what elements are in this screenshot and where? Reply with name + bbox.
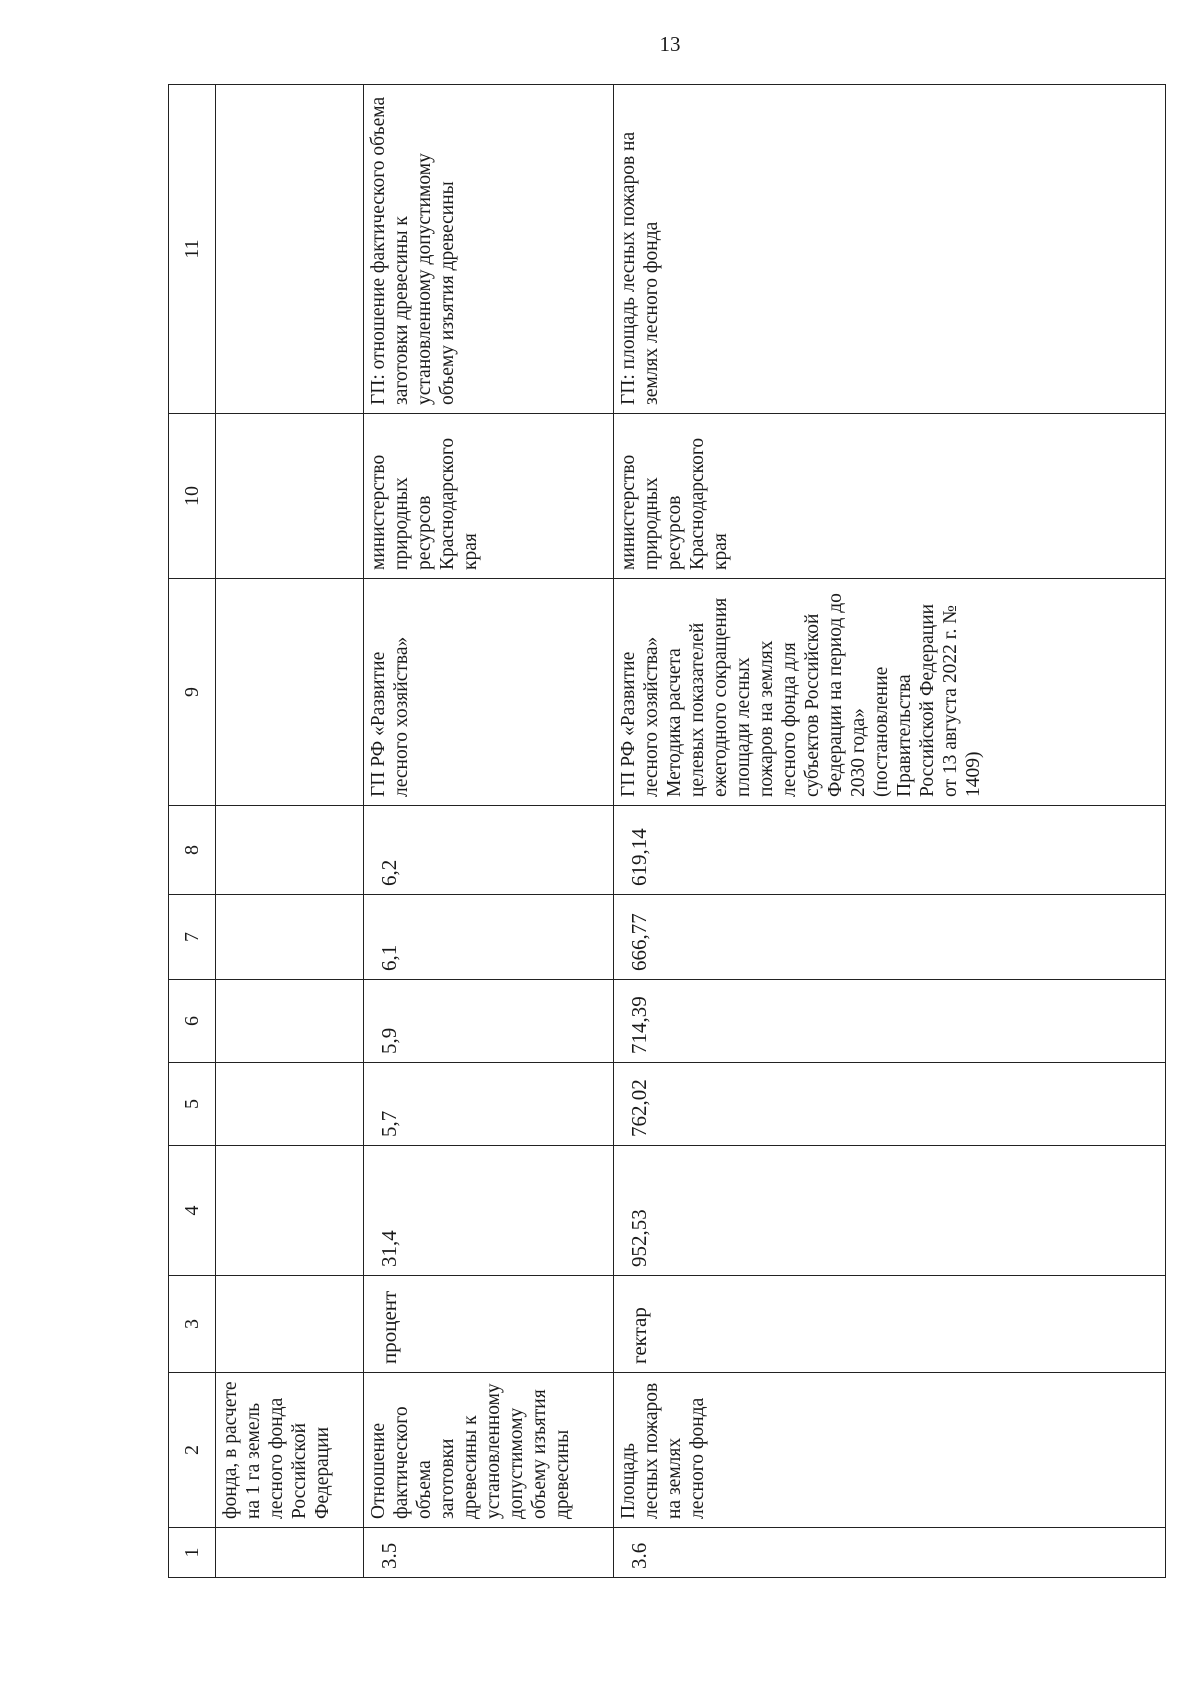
- header-cell: 5: [169, 1063, 216, 1146]
- indicator-name-cell: фонда, в расчете на 1 га земель лесного фонда Российской Федерации: [216, 1373, 364, 1528]
- responsible-cell: [216, 414, 364, 579]
- unit-cell: гектар: [614, 1276, 1166, 1373]
- source-cell: [216, 579, 364, 806]
- indicators-table: [168, 84, 1166, 1578]
- header-cell: 1: [169, 1528, 216, 1578]
- value-cell: 5,9: [364, 980, 614, 1063]
- unit-cell: [216, 1276, 364, 1373]
- unit-cell: процент: [364, 1276, 614, 1373]
- responsible-cell: министерство природных ресурсов Краснодарского края: [614, 414, 1166, 579]
- link-cell: ГП: отношение фактического объема заготовки древесины к установленному допустимому объему изъятия древесины: [364, 85, 614, 414]
- table-row: [364, 85, 614, 1578]
- header-cell: 10: [169, 414, 216, 579]
- header-cell: 8: [169, 806, 216, 895]
- header-cell: 2: [169, 1373, 216, 1528]
- value-cell: 714,39: [614, 980, 1166, 1063]
- value-cell: 952,53: [614, 1146, 1166, 1276]
- header-row: [169, 85, 216, 1578]
- header-cell: 3: [169, 1276, 216, 1373]
- header-cell: 7: [169, 895, 216, 980]
- indicator-name-cell: Отношение фактического объема заготовки древесины к установленному допустимому объему изъятия древесины: [364, 1373, 614, 1528]
- rotated-table-container: [168, 85, 1148, 1578]
- source-cell: ГП РФ «Развитие лесного хозяйства» Методика расчета целевых показателей ежегодного сокращения площади лесных пожаров на землях лесного фонда для субъектов Российской Федерации на период до 2030 года» (постановление Правительства Российской Федерации от 13 августа 2022 г. № 1409): [614, 579, 1166, 806]
- row-number-cell: 3.5: [364, 1528, 614, 1578]
- link-cell: [216, 85, 364, 414]
- value-cell: [216, 1146, 364, 1276]
- source-cell: ГП РФ «Развитие лесного хозяйства»: [364, 579, 614, 806]
- row-number-cell: [216, 1528, 364, 1578]
- table-row: [614, 85, 1166, 1578]
- value-cell: [216, 980, 364, 1063]
- value-cell: 619,14: [614, 806, 1166, 895]
- indicator-name-cell: Площадь лесных пожаров на землях лесного фонда: [614, 1373, 1166, 1528]
- value-cell: [216, 806, 364, 895]
- value-cell: 5,7: [364, 1063, 614, 1146]
- responsible-cell: министерство природных ресурсов Краснодарского края: [364, 414, 614, 579]
- header-cell: 9: [169, 579, 216, 806]
- header-cell: 11: [169, 85, 216, 414]
- value-cell: 31,4: [364, 1146, 614, 1276]
- value-cell: 762,02: [614, 1063, 1166, 1146]
- value-cell: 6,2: [364, 806, 614, 895]
- link-cell: ГП: площадь лесных пожаров на землях лесного фонда: [614, 85, 1166, 414]
- table-row: [216, 85, 364, 1578]
- header-cell: 4: [169, 1146, 216, 1276]
- value-cell: 6,1: [364, 895, 614, 980]
- value-cell: 666,77: [614, 895, 1166, 980]
- value-cell: [216, 1063, 364, 1146]
- value-cell: [216, 895, 364, 980]
- page-number: 13: [659, 32, 681, 56]
- header-cell: 6: [169, 980, 216, 1063]
- row-number-cell: 3.6: [614, 1528, 1166, 1578]
